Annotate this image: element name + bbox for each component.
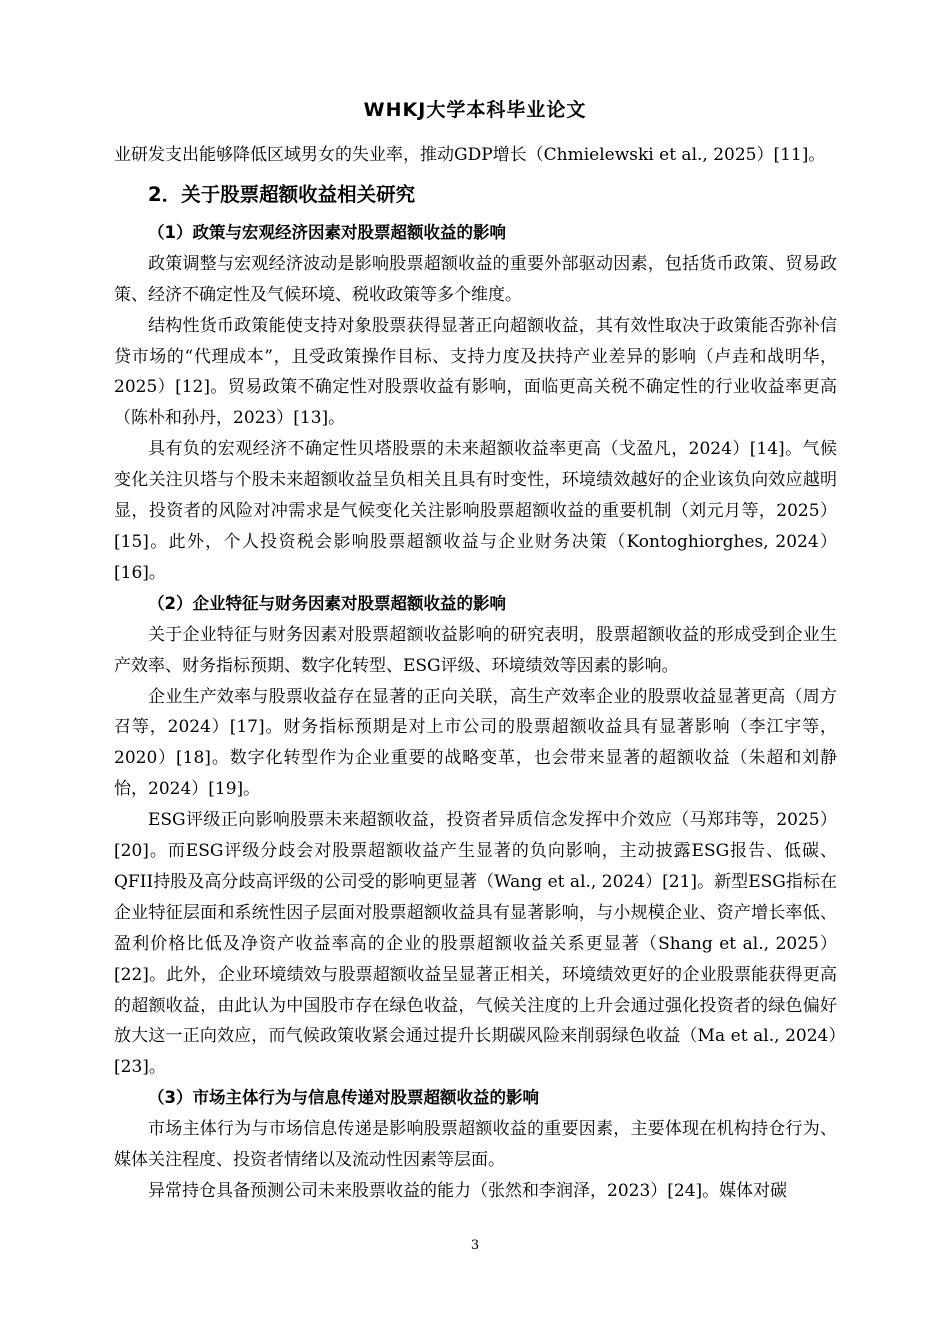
paragraph-7: 市场主体行为与市场信息传递是影响股票超额收益的重要因素，主要体现在机构持仓行为、媒体关注程度、投资者情绪以及流动性因素等层面。 xyxy=(114,1119,837,1171)
page-number: 3 xyxy=(470,1238,480,1253)
paragraph-4: 关于企业特征与财务因素对股票超额收益影响的研究表明，股票超额收益的形成受到企业生产效率、财务指标预期、数字化转型、ESG评级、环境绩效等因素的影响。 xyxy=(114,624,837,676)
paragraph-6: ESG评级正向影响股票未来超额收益，投资者异质信念发挥中介效应（马郑玮等，2025）[20]。而ESG评级分歧会对股票超额收益产生显著的负向影响，主动披露ESG报告、低碳、QFII持股及高分歧高评级的公司受的影响更显著（Wang et al., 2024）[21]。新型ESG指标在企业特征层面和系统性因子层面对股票超额收益具有显著影响，与小规模企业、资产增长率低、盈利价格比低及净资产收益率高的企业的股票超额收益关系更显著（Shang et al., 2025）[22]。此外，企业环境绩效与股票超额收益呈显著正相关，环境绩效更好的企业股票能获得更高的超额收益，由此认为中国股市存在绿色收益，气候关注度的上升会通过强化投资者的绿色偏好放大这一正向效应，而气候政策收紧会通过提升长期碳风险来削弱绿色收益（Ma et al., 2024）[23]。 xyxy=(114,810,837,1078)
paragraph-1: 政策调整与宏观经济波动是影响股票超额收益的重要外部驱动因素，包括货币政策、贸易政策、经济不确定性及气候环境、税收政策等多个维度。 xyxy=(114,253,837,305)
paragraph-8: 异常持仓具备预测公司未来股票收益的能力（张然和李润泽，2023）[24]。媒体对碳 xyxy=(148,1181,788,1201)
paragraph-3: 具有负的宏观经济不确定性贝塔股票的未来超额收益率更高（戈盈凡，2024）[14]。气候变化关注贝塔与个股未来超额收益呈负相关且具有时变性，环境绩效越好的企业该负向效应越明显，投资者的风险对冲需求是气候变化关注影响股票超额收益的重要机制（刘元月等，2025）[15]。此外，个人投资税会影响股票超额收益与企业财务决策（Kontoghiorghes, 2024）[16]。 xyxy=(114,439,837,583)
page-header: WHKJ大学本科毕业论文 xyxy=(363,99,587,121)
paragraph-5: 企业生产效率与股票收益存在显著的正向关联，高生产效率企业的股票收益显著更高（周方召等，2024）[17]。财务指标预期是对上市公司的股票超额收益具有显著影响（李江宇等，2020）[18]。数字化转型作为企业重要的战略变革，也会带来显著的超额收益（朱超和刘静怡，2024）[19]。 xyxy=(114,686,837,800)
subsection-heading-3: （3）市场主体行为与信息传递对股票超额收益的影响 xyxy=(148,1088,539,1108)
paragraph-continued: 业研发支出能够降低区域男女的失业率，推动GDP增长（Chmielewski et al., 2025）[11]。 xyxy=(114,145,826,165)
subsection-heading-1: （1）政策与宏观经济因素对股票超额收益的影响 xyxy=(148,222,506,242)
paragraph-2: 结构性货币政策能使支持对象股票获得显著正向超额收益，其有效性取决于政策能否弥补信贷市场的“代理成本”，且受政策操作目标、支持力度及扶持产业差异的影响（卢垚和战明华，2025）[12]。贸易政策不确定性对股票收益有影响，面临更高关税不确定性的行业收益率更高（陈朴和孙丹，2023）[13]。 xyxy=(114,315,837,429)
subsection-heading-2: （2）企业特征与财务因素对股票超额收益的影响 xyxy=(148,593,506,613)
page-body xyxy=(114,140,837,1207)
section-heading: 2．关于股票超额收益相关研究 xyxy=(148,182,416,206)
